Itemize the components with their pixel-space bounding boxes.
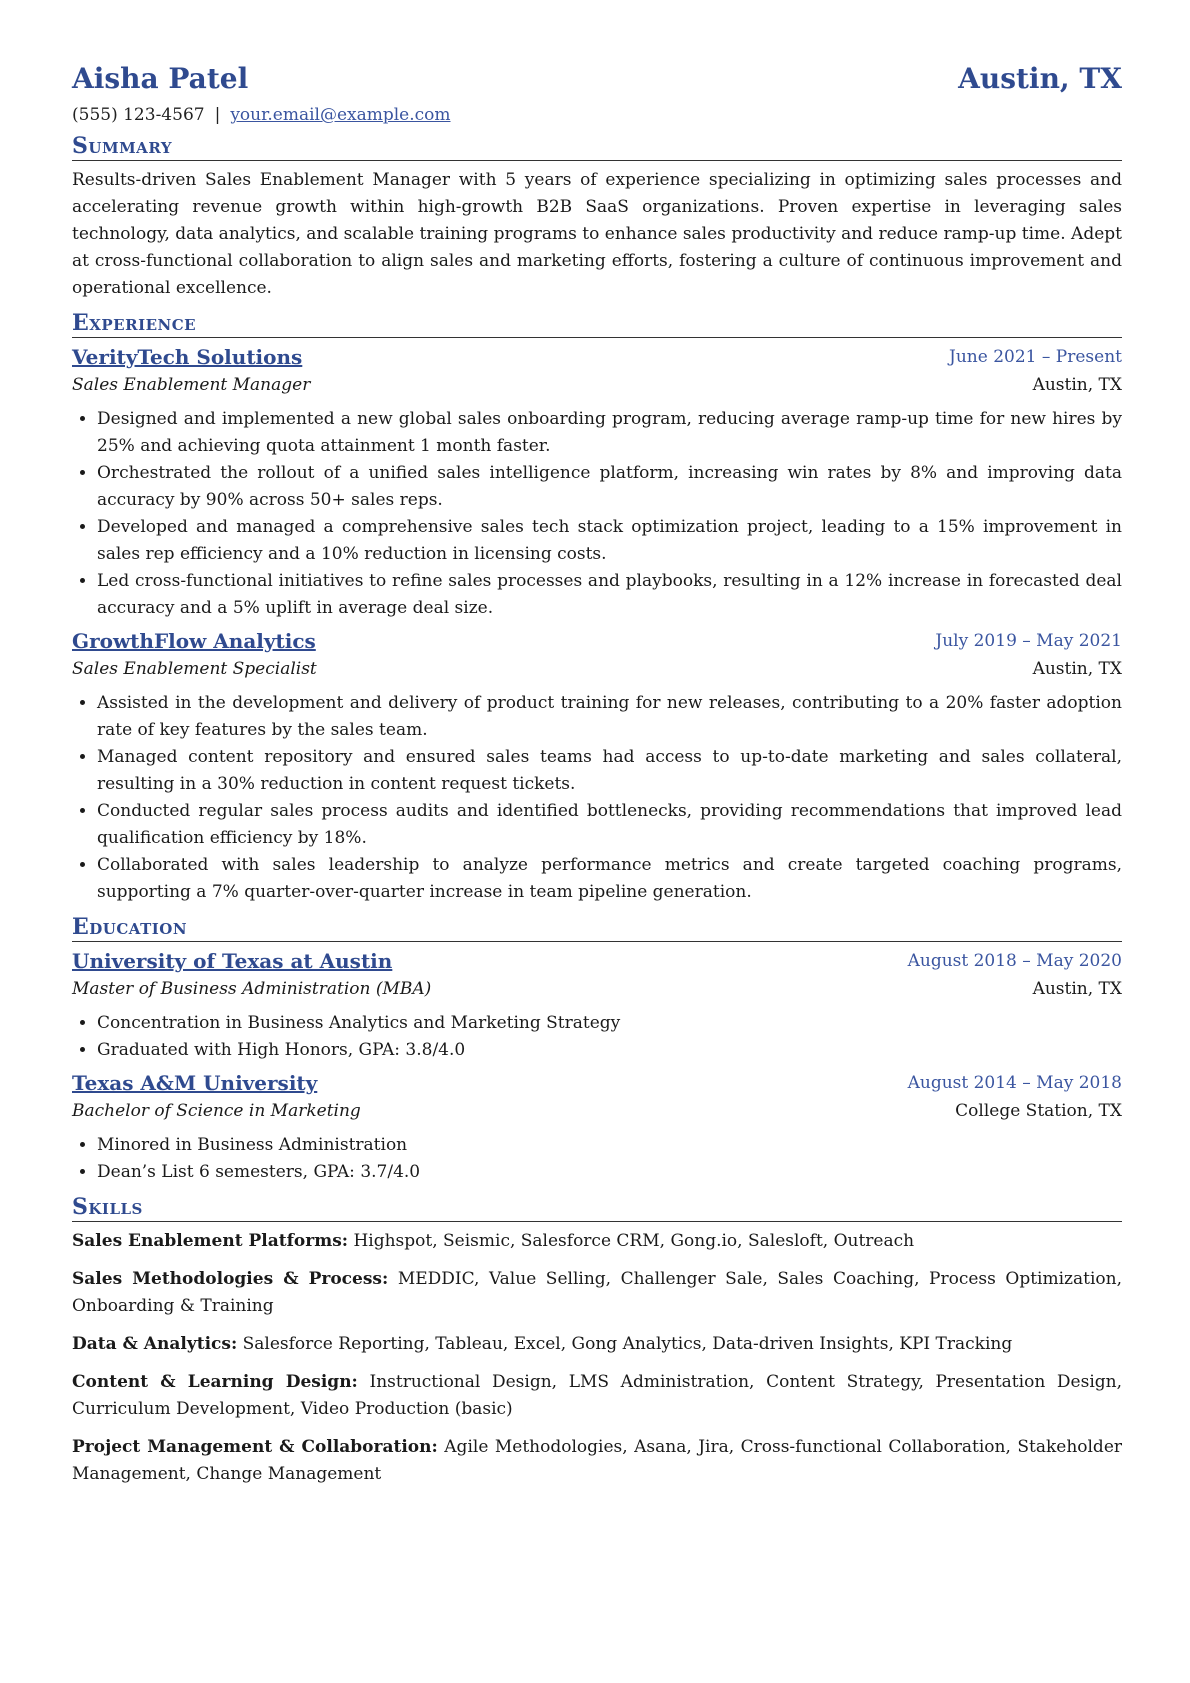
company-link[interactable]: VerityTech Solutions: [72, 345, 303, 369]
skill-row: [72, 1369, 1122, 1423]
school-link[interactable]: Texas A&M University: [72, 1071, 318, 1095]
contact-line: [72, 105, 1122, 125]
skill-value: Highspot, Seismic, Salesforce CRM, Gong.io, Salesloft, Outreach: [353, 1231, 915, 1251]
skill-row: [72, 1228, 1122, 1255]
job-bullets: [72, 406, 1122, 622]
skills-section: [72, 1194, 1122, 1488]
skill-label: Content & Learning Design:: [72, 1372, 358, 1392]
education-entry: [72, 947, 1122, 1064]
skill-value: Salesforce Reporting, Tableau, Excel, Gong Analytics, Data-driven Insights, KPI Tracking: [242, 1334, 1013, 1354]
school-link[interactable]: University of Texas at Austin: [72, 949, 393, 973]
degree-title: Master of Business Administration (MBA): [72, 979, 432, 999]
job-dates: June 2021 – Present: [949, 347, 1122, 367]
section-title-education: Education: [72, 914, 1122, 942]
section-title-experience: Experience: [72, 310, 1122, 338]
bullet-item: • Minored in Business Administration: [97, 1132, 1122, 1159]
skill-label: Project Management & Collaboration:: [72, 1437, 438, 1457]
education-section: [72, 914, 1122, 1186]
section-title-skills: Skills: [72, 1194, 1122, 1222]
skill-label: Sales Enablement Platforms:: [72, 1231, 349, 1251]
candidate-name: Aisha Patel: [72, 62, 249, 95]
school-bullets: [72, 1132, 1122, 1186]
skill-row: [72, 1434, 1122, 1488]
bullet-item: • Managed content repository and ensured sales teams had access to up-to-date marketing and sales collateral, resulting in a 30% reduction in content request tickets.: [97, 744, 1122, 798]
school-bullets: [72, 1010, 1122, 1064]
contact-separator: |: [214, 105, 221, 125]
summary-section: [72, 133, 1122, 302]
bullet-item: • Concentration in Business Analytics and Marketing Strategy: [97, 1010, 1122, 1037]
skill-value: MEDDIC, Value Selling, Challenger Sale, Sales Coaching, Process Optimization, Onboarding & Training: [72, 1269, 1122, 1316]
bullet-item: • Orchestrated the rollout of a unified sales intelligence platform, increasing win rates by 8% and improving data accuracy by 90% across 50+ sales reps.: [97, 460, 1122, 514]
skill-label: Sales Methodologies & Process:: [72, 1269, 389, 1289]
job-location: Austin, TX: [1032, 659, 1122, 679]
bullet-item: • Designed and implemented a new global sales onboarding program, reducing average ramp-up time for new hires by 25% and achieving quota attainment 1 month faster.: [97, 406, 1122, 460]
bullet-item: • Assisted in the development and delivery of product training for new releases, contributing to a 20% faster adoption rate of key features by the sales team.: [97, 690, 1122, 744]
degree-title: Bachelor of Science in Marketing: [72, 1101, 361, 1121]
bullet-item: • Conducted regular sales process audits and identified bottlenecks, providing recommendations that improved lead qualification efficiency by 18%.: [97, 798, 1122, 852]
bullet-item: • Led cross-functional initiatives to refine sales processes and playbooks, resulting in a 12% increase in forecasted deal accuracy and a 5% uplift in average deal size.: [97, 568, 1122, 622]
candidate-location: Austin, TX: [958, 62, 1122, 95]
job-title: Sales Enablement Specialist: [72, 659, 317, 679]
bullet-item: • Developed and managed a comprehensive sales tech stack optimization project, leading to a 15% improvement in sales rep efficiency and a 10% reduction in licensing costs.: [97, 514, 1122, 568]
skill-value: Agile Methodologies, Asana, Jira, Cross-functional Collaboration, Stakeholder Management, Change Management: [72, 1437, 1123, 1484]
skill-label: Data & Analytics:: [72, 1334, 238, 1354]
school-dates: August 2018 – May 2020: [907, 951, 1122, 971]
education-entry: [72, 1069, 1122, 1186]
skills-list: [72, 1228, 1122, 1488]
bullet-item: • Collaborated with sales leadership to analyze performance metrics and create targeted coaching programs, supporting a 7% quarter-over-quarter increase in team pipeline generation.: [97, 852, 1122, 906]
skill-row: [72, 1266, 1122, 1320]
skill-row: [72, 1331, 1122, 1358]
bullet-item: • Graduated with High Honors, GPA: 3.8/4.0: [97, 1037, 1122, 1064]
job-title: Sales Enablement Manager: [72, 375, 311, 395]
school-location: Austin, TX: [1032, 979, 1122, 999]
email-link[interactable]: your.email@example.com: [230, 105, 451, 125]
job-dates: July 2019 – May 2021: [935, 631, 1122, 651]
phone-number: (555) 123-4567: [72, 105, 205, 125]
experience-entry: [72, 343, 1122, 622]
school-location: College Station, TX: [955, 1101, 1122, 1121]
section-title-summary: Summary: [72, 133, 1122, 161]
experience-entry: [72, 627, 1122, 906]
school-dates: August 2014 – May 2018: [907, 1073, 1122, 1093]
skill-value: Instructional Design, LMS Administration, Content Strategy, Presentation Design, Curriculum Development, Video Production (basic): [72, 1372, 1122, 1419]
company-link[interactable]: GrowthFlow Analytics: [72, 629, 316, 653]
summary-text: Results-driven Sales Enablement Manager with 5 years of experience specializing in optimizing sales processes and accelerating revenue growth within high-growth B2B SaaS organizations. Proven expertise in leveraging sales technology, data analytics, and scalable training programs to enhance sales productivity and reduce ramp-up time. Adept at cross-functional collaboration to align sales and marketing efforts, fostering a culture of continuous improvement and operational excellence.: [72, 170, 1122, 298]
resume-header: [72, 62, 1122, 95]
job-location: Austin, TX: [1032, 375, 1122, 395]
bullet-item: • Dean’s List 6 semesters, GPA: 3.7/4.0: [97, 1159, 1122, 1186]
experience-section: [72, 310, 1122, 906]
job-bullets: [72, 690, 1122, 906]
